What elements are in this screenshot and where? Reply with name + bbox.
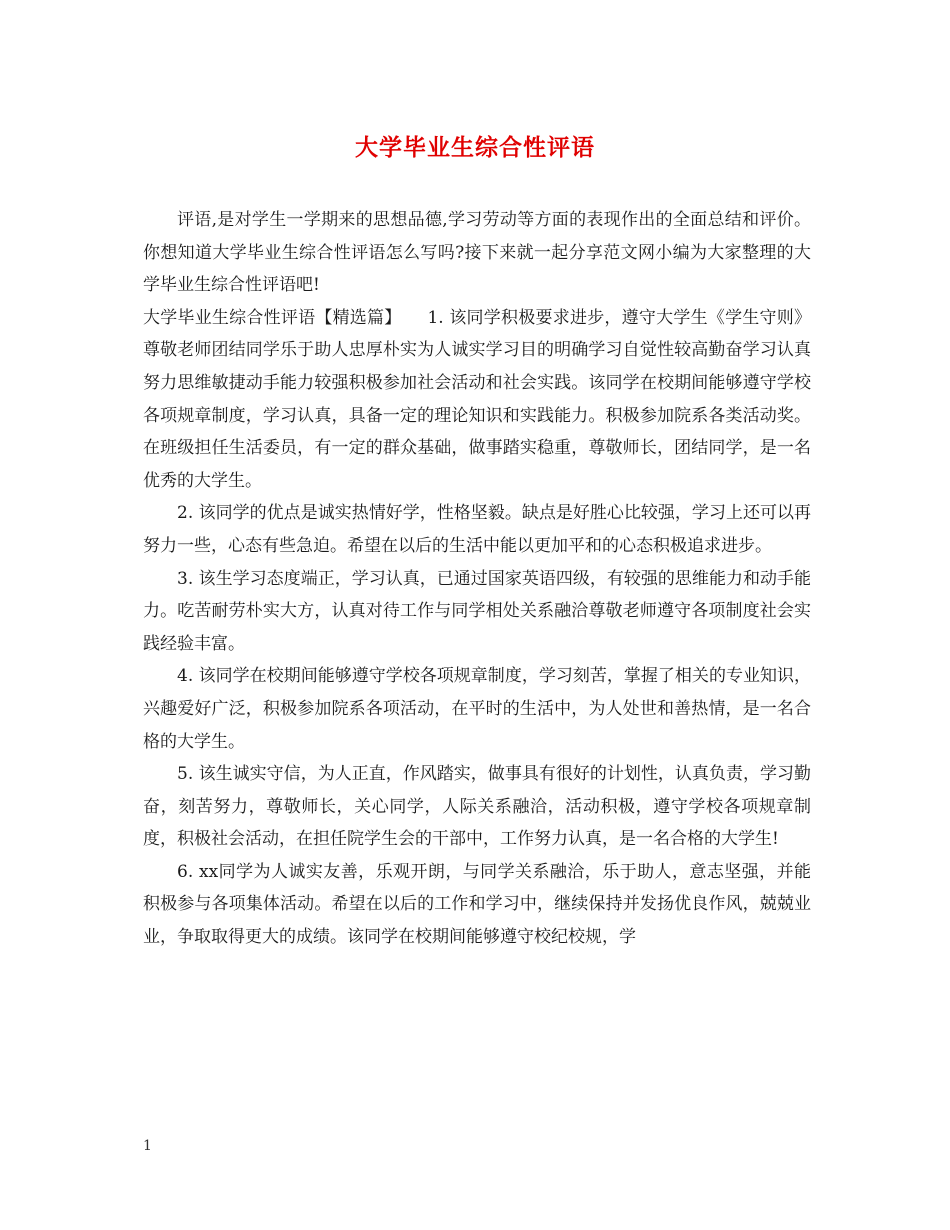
- intro-paragraph: 评语,是对学生一学期来的思想品德,学习劳动等方面的表现作出的全面总结和评价。你想知道大学毕业生综合性评语怎么写吗?接下来就一起分享范文网小编为大家整理的大学毕业生综合性评语吧!: [143, 210, 811, 296]
- paragraph-6: 6. xx同学为人诚实友善，乐观开朗，与同学关系融洽，乐于助人，意志坚强，并能积极参与各项集体活动。希望在以后的工作和学习中，继续保持并发扬优良作风，兢兢业业，争取取得更大的成绩。该同学在校期间能够遵守校纪校规，学: [143, 861, 811, 948]
- document-body: [143, 204, 811, 954]
- document-title: 大学毕业生综合性评语: [355, 134, 595, 161]
- paragraph-2: 2. 该同学的优点是诚实热情好学，性格坚毅。缺点是好胜心比较强，学习上还可以再努力一些，心态有些急迫。希望在以后的生活中能以更加平和的心态积极追求进步。: [143, 503, 811, 556]
- paragraph-5: 5. 该生诚实守信，为人正直，作风踏实，做事具有很好的计划性，认真负责，学习勤奋，刻苦努力，尊敬师长，关心同学，人际关系融洽，活动积极，遵守学校各项规章制度，积极社会活动，在担任院学生会的干部中，工作努力认真，是一名合格的大学生!: [143, 764, 811, 850]
- paragraph-1: 大学毕业生综合性评语【精选篇】 1. 该同学积极要求进步，遵守大学生《学生守则》尊敬老师团结同学乐于助人忠厚朴实为人诚实学习目的明确学习自觉性较高勤奋学习认真努力思维敏捷动手能力较强积极参加社会活动和社会实践。该同学在校期间能够遵守学校各项规章制度，学习认真，具备一定的理论知识和实践能力。积极参加院系各类活动奖。在班级担任生活委员，有一定的群众基础，做事踏实稳重，尊敬师长，团结同学，是一名优秀的大学生。: [143, 307, 811, 491]
- paragraph-4: 4. 该同学在校期间能够遵守学校各项规章制度，学习刻苦，掌握了相关的专业知识，兴趣爱好广泛，积极参加院系各项活动，在平时的生活中，为人处世和善热情，是一名合格的大学生。: [143, 666, 811, 752]
- page-number: 1: [143, 1138, 152, 1154]
- paragraph-3: 3. 该生学习态度端正，学习认真，已通过国家英语四级，有较强的思维能力和动手能力。吃苦耐劳朴实大方，认真对待工作与同学相处关系融洽尊敬老师遵守各项制度社会实践经验丰富。: [143, 568, 811, 654]
